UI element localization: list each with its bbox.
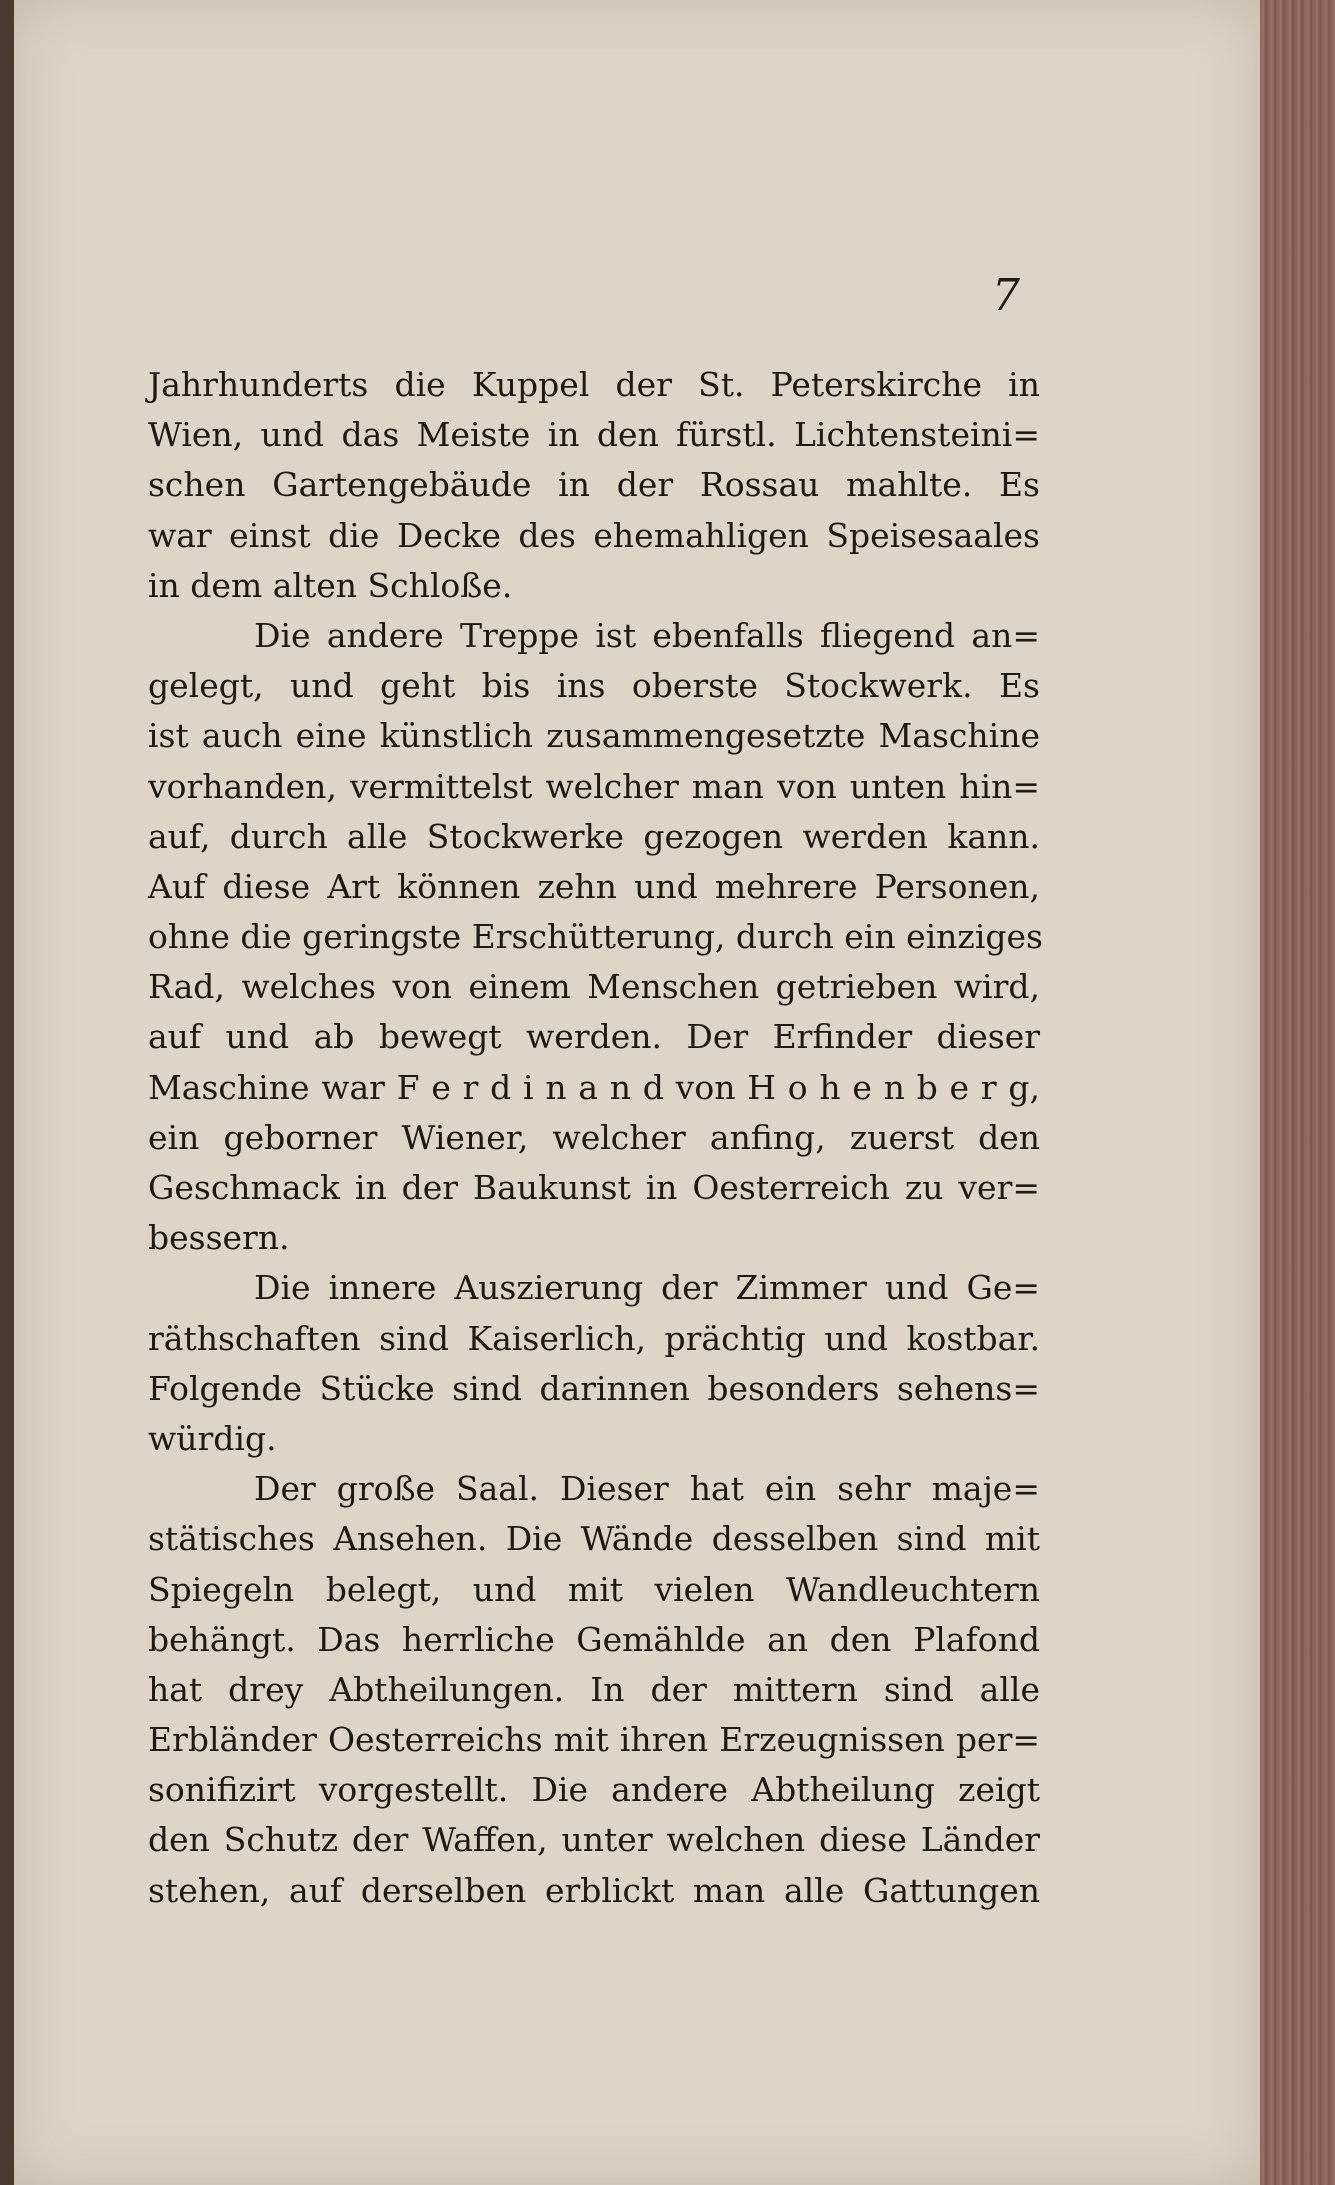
text-line: Maschine war F e r d i n a n d von H o h e n b e r g,	[148, 1067, 1040, 1107]
text-line: sonifizirt vorgestellt. Die andere Abtheilung zeigt	[148, 1770, 1040, 1810]
text-line: Jahrhunderts die Kuppel der St. Peterskirche in	[148, 365, 1040, 404]
text-line: den Schutz der Waffen, unter welchen diese Länder	[148, 1820, 1040, 1860]
text-line: vorhanden, vermittelst welcher man von unten hin=	[148, 766, 1040, 806]
text-line: Rad, welches von einem Menschen getrieben wird,	[148, 967, 1040, 1007]
text-line: auf, durch alle Stockwerke gezogen werden kann.	[148, 816, 1040, 856]
text-line: Geschmack in der Baukunst in Oesterreich zu ver=	[148, 1168, 1040, 1207]
text-line: war einst die Decke des ehemahligen Speisesaales	[148, 515, 1040, 555]
text-line: Spiegeln belegt, und mit vielen Wandleuchtern	[148, 1569, 1040, 1609]
text-line: auf und ab bewegt werden. Der Erfinder dieser	[148, 1017, 1040, 1057]
text-line: Wien, und das Meiste in den fürstl. Lichtensteini=	[148, 415, 1040, 455]
binding-edge	[0, 0, 14, 2185]
text-line: Die andere Treppe ist ebenfalls fliegend an=	[254, 615, 1040, 655]
text-line: Der große Saal. Dieser hat ein sehr maje=	[254, 1469, 1040, 1509]
text-line: Folgende Stücke sind darinnen besonders sehens=	[148, 1368, 1040, 1408]
text-line: stätisches Ansehen. Die Wände desselben sind mit	[148, 1519, 1040, 1559]
text-line: würdig.	[148, 1418, 277, 1458]
page-stack-edge	[1260, 0, 1335, 2185]
text-line: bessern.	[148, 1218, 290, 1258]
text-line: ein geborner Wiener, welcher anfing, zuerst den	[148, 1117, 1040, 1157]
text-line: Die innere Auszierung der Zimmer und Ge=	[254, 1268, 1040, 1308]
body-text	[148, 360, 1043, 1916]
text-line: ist auch eine künstlich zusammengesetzte Maschine	[148, 716, 1040, 756]
text-line: ohne die geringste Erschütterung, durch ein einziges	[148, 917, 1043, 957]
text-line: gelegt, und geht bis ins oberste Stockwerk. Es	[148, 666, 1040, 706]
text-line: Auf diese Art können zehn und mehrere Personen,	[148, 866, 1040, 906]
text-line: in dem alten Schloße.	[148, 565, 513, 605]
paper-page	[14, 0, 1260, 2185]
text-line: stehen, auf derselben erblickt man alle Gattungen	[148, 1870, 1040, 1910]
text-line: räthschaften sind Kaiserlich, prächtig und kostbar.	[148, 1318, 1040, 1358]
page-number: 7	[992, 270, 1020, 321]
text-line: schen Gartengebäude in der Rossau mahlte. Es	[148, 465, 1040, 505]
text-line: Erbländer Oesterreichs mit ihren Erzeugnissen per=	[148, 1720, 1040, 1760]
text-line: behängt. Das herrliche Gemählde an den Plafond	[148, 1619, 1040, 1659]
text-line: hat drey Abtheilungen. In der mittern sind alle	[148, 1669, 1040, 1709]
